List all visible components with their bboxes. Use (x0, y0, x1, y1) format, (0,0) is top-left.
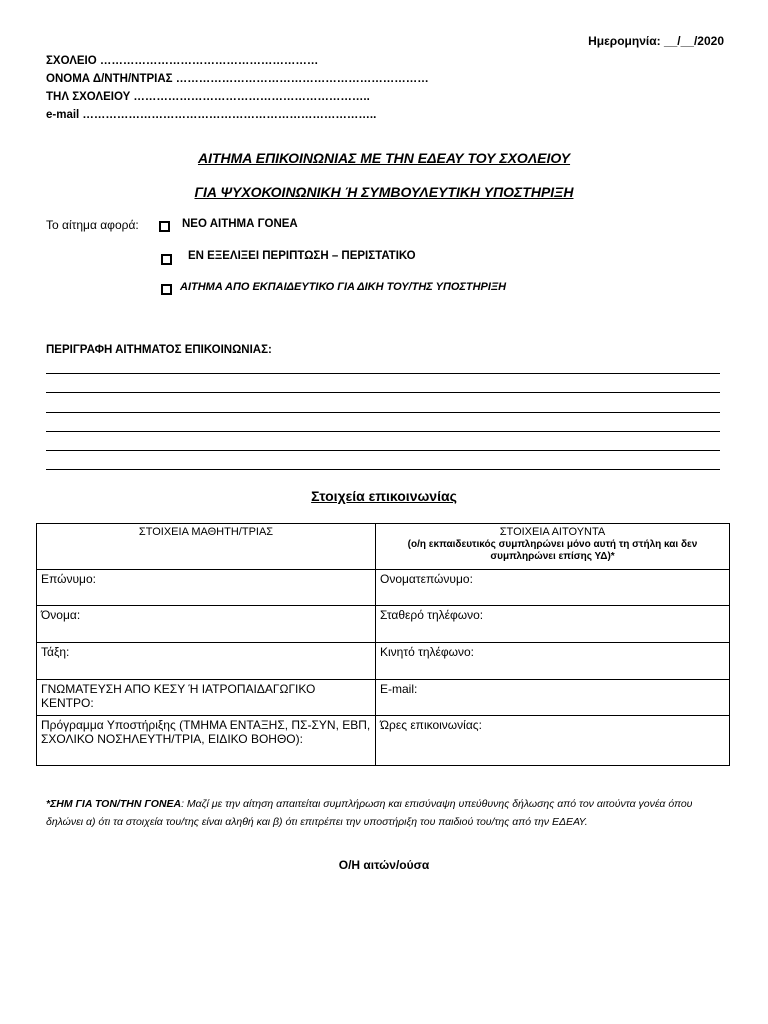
request-label: Το αίτημα αφορά: (46, 218, 139, 232)
description-line[interactable] (46, 373, 720, 374)
school-email-field[interactable]: e-mail ………………………………………………………………….. (46, 109, 377, 121)
checkbox-new-parent-request[interactable] (159, 221, 170, 232)
description-line[interactable] (46, 450, 720, 451)
student-details-header: ΣΤΟΙΧΕΙΑ ΜΑΘΗΤΗ/ΤΡΙΑΣ (37, 524, 376, 570)
student-class-cell[interactable]: Τάξη: (37, 643, 376, 680)
student-name-cell[interactable]: Όνομα: (37, 606, 376, 643)
contact-hours-cell[interactable]: Ώρες επικοινωνίας: (376, 716, 730, 766)
applicant-landline-cell[interactable]: Σταθερό τηλέφωνο: (376, 606, 730, 643)
description-label: ΠΕΡΙΓΡΑΦΗ ΑΙΤΗΜΑΤΟΣ ΕΠΙΚΟΙΝΩΝΙΑΣ: (46, 344, 272, 356)
applicant-header-note: (ο/η εκπαιδευτικός συμπληρώνει μόνο αυτή τη στήλη και δεν συμπληρώνει επίσης ΥΔ)* (407, 539, 698, 562)
contact-section-title: Στοιχεία επικοινωνίας (311, 488, 457, 504)
option-new-parent-request: ΝΕΟ ΑΙΤΗΜΑ ΓΟΝΕΑ (182, 218, 298, 230)
applicant-details-header: ΣΤΟΙΧΕΙΑ ΑΙΤΟΥΝΤΑ (ο/η εκπαιδευτικός συμπληρώνει μόνο αυτή τη στήλη και δεν συμπληρώνει επίσης ΥΔ)* (376, 524, 730, 570)
description-line[interactable] (46, 412, 720, 413)
parent-note-text: : Μαζί με την αίτηση απαιτείται συμπλήρωση και επισύναψη υπεύθυνης δήλωσης από τον αιτούντα γονέα όπου δηλώνει α) ότι τα στοιχεία του/της είναι αληθή και β) ότι επιτρέπει την υποστήριξη του παιδιού του/της από την ΕΔΕΑΥ. (46, 798, 693, 828)
checkbox-ongoing-case[interactable] (161, 254, 172, 265)
form-title-line1: ΑΙΤΗΜΑ ΕΠΙΚΟΙΝΩΝΙΑΣ ΜΕ ΤΗΝ ΕΔΕΑΥ ΤΟΥ ΣΧΟΛΕΙΟΥ (197, 150, 571, 166)
applicant-email-cell[interactable]: E-mail: (376, 680, 730, 716)
description-line[interactable] (46, 431, 720, 432)
checkbox-teacher-request[interactable] (161, 284, 172, 295)
student-surname-cell[interactable]: Επώνυμο: (37, 570, 376, 606)
principal-field[interactable]: ΟΝΟΜΑ Δ/ΝΤΗ/ΝΤΡΙΑΣ ………………………………………………………… (46, 73, 429, 85)
diagnosis-cell[interactable]: ΓΝΩΜΑΤΕΥΣΗ ΑΠΟ ΚΕΣΥ Ή ΙΑΤΡΟΠΑΙΔΑΓΩΓΙΚΟ ΚΕΝΤΡΟ: (37, 680, 376, 716)
school-field[interactable]: ΣΧΟΛΕΙΟ ………………………………………………… (46, 55, 319, 67)
applicant-mobile-cell[interactable]: Κινητό τηλέφωνο: (376, 643, 730, 680)
applicant-fullname-cell[interactable]: Ονοματεπώνυμο: (376, 570, 730, 606)
contact-details-table (36, 523, 730, 766)
parent-note (46, 795, 726, 831)
description-line[interactable] (46, 469, 720, 470)
date-field[interactable]: Ημερομηνία: __/__/2020 (588, 34, 724, 48)
form-title-line2: ΓΙΑ ΨΥΧΟΚΟΙΝΩΝΙΚΗ Ή ΣΥΜΒΟΥΛΕΥΤΙΚΗ ΥΠΟΣΤΗΡΙΞΗ (194, 184, 574, 200)
school-phone-field[interactable]: ΤΗΛ ΣΧΟΛΕΙΟΥ …………………………………………………….. (46, 91, 370, 103)
option-ongoing-case: ΕΝ ΕΞΕΛΙΞΕΙ ΠΕΡΙΠΤΩΣΗ – ΠΕΡΙΣΤΑΤΙΚΟ (188, 250, 416, 262)
support-program-cell[interactable]: Πρόγραμμα Υποστήριξης (ΤΜΗΜΑ ΕΝΤΑΞΗΣ, ΠΣ-ΣΥΝ, ΕΒΠ, ΣΧΟΛΙΚΟ ΝΟΣΗΛΕΥΤΗ/ΤΡΙΑ, ΕΙΔΙΚΟ ΒΟΗΘΟ): (37, 716, 376, 766)
parent-note-label: *ΣΗΜ ΓΙΑ ΤΟΝ/ΤΗΝ ΓΟΝΕΑ (46, 798, 182, 810)
signature-label: Ο/Η αιτών/ούσα (338, 858, 430, 872)
description-line[interactable] (46, 392, 720, 393)
option-teacher-request: ΑΙΤΗΜΑ ΑΠΟ ΕΚΠΑΙΔΕΥΤΙΚΟ ΓΙΑ ΔΙΚΗ ΤΟΥ/ΤΗΣ ΥΠΟΣΤΗΡΙΞΗ (180, 281, 507, 293)
